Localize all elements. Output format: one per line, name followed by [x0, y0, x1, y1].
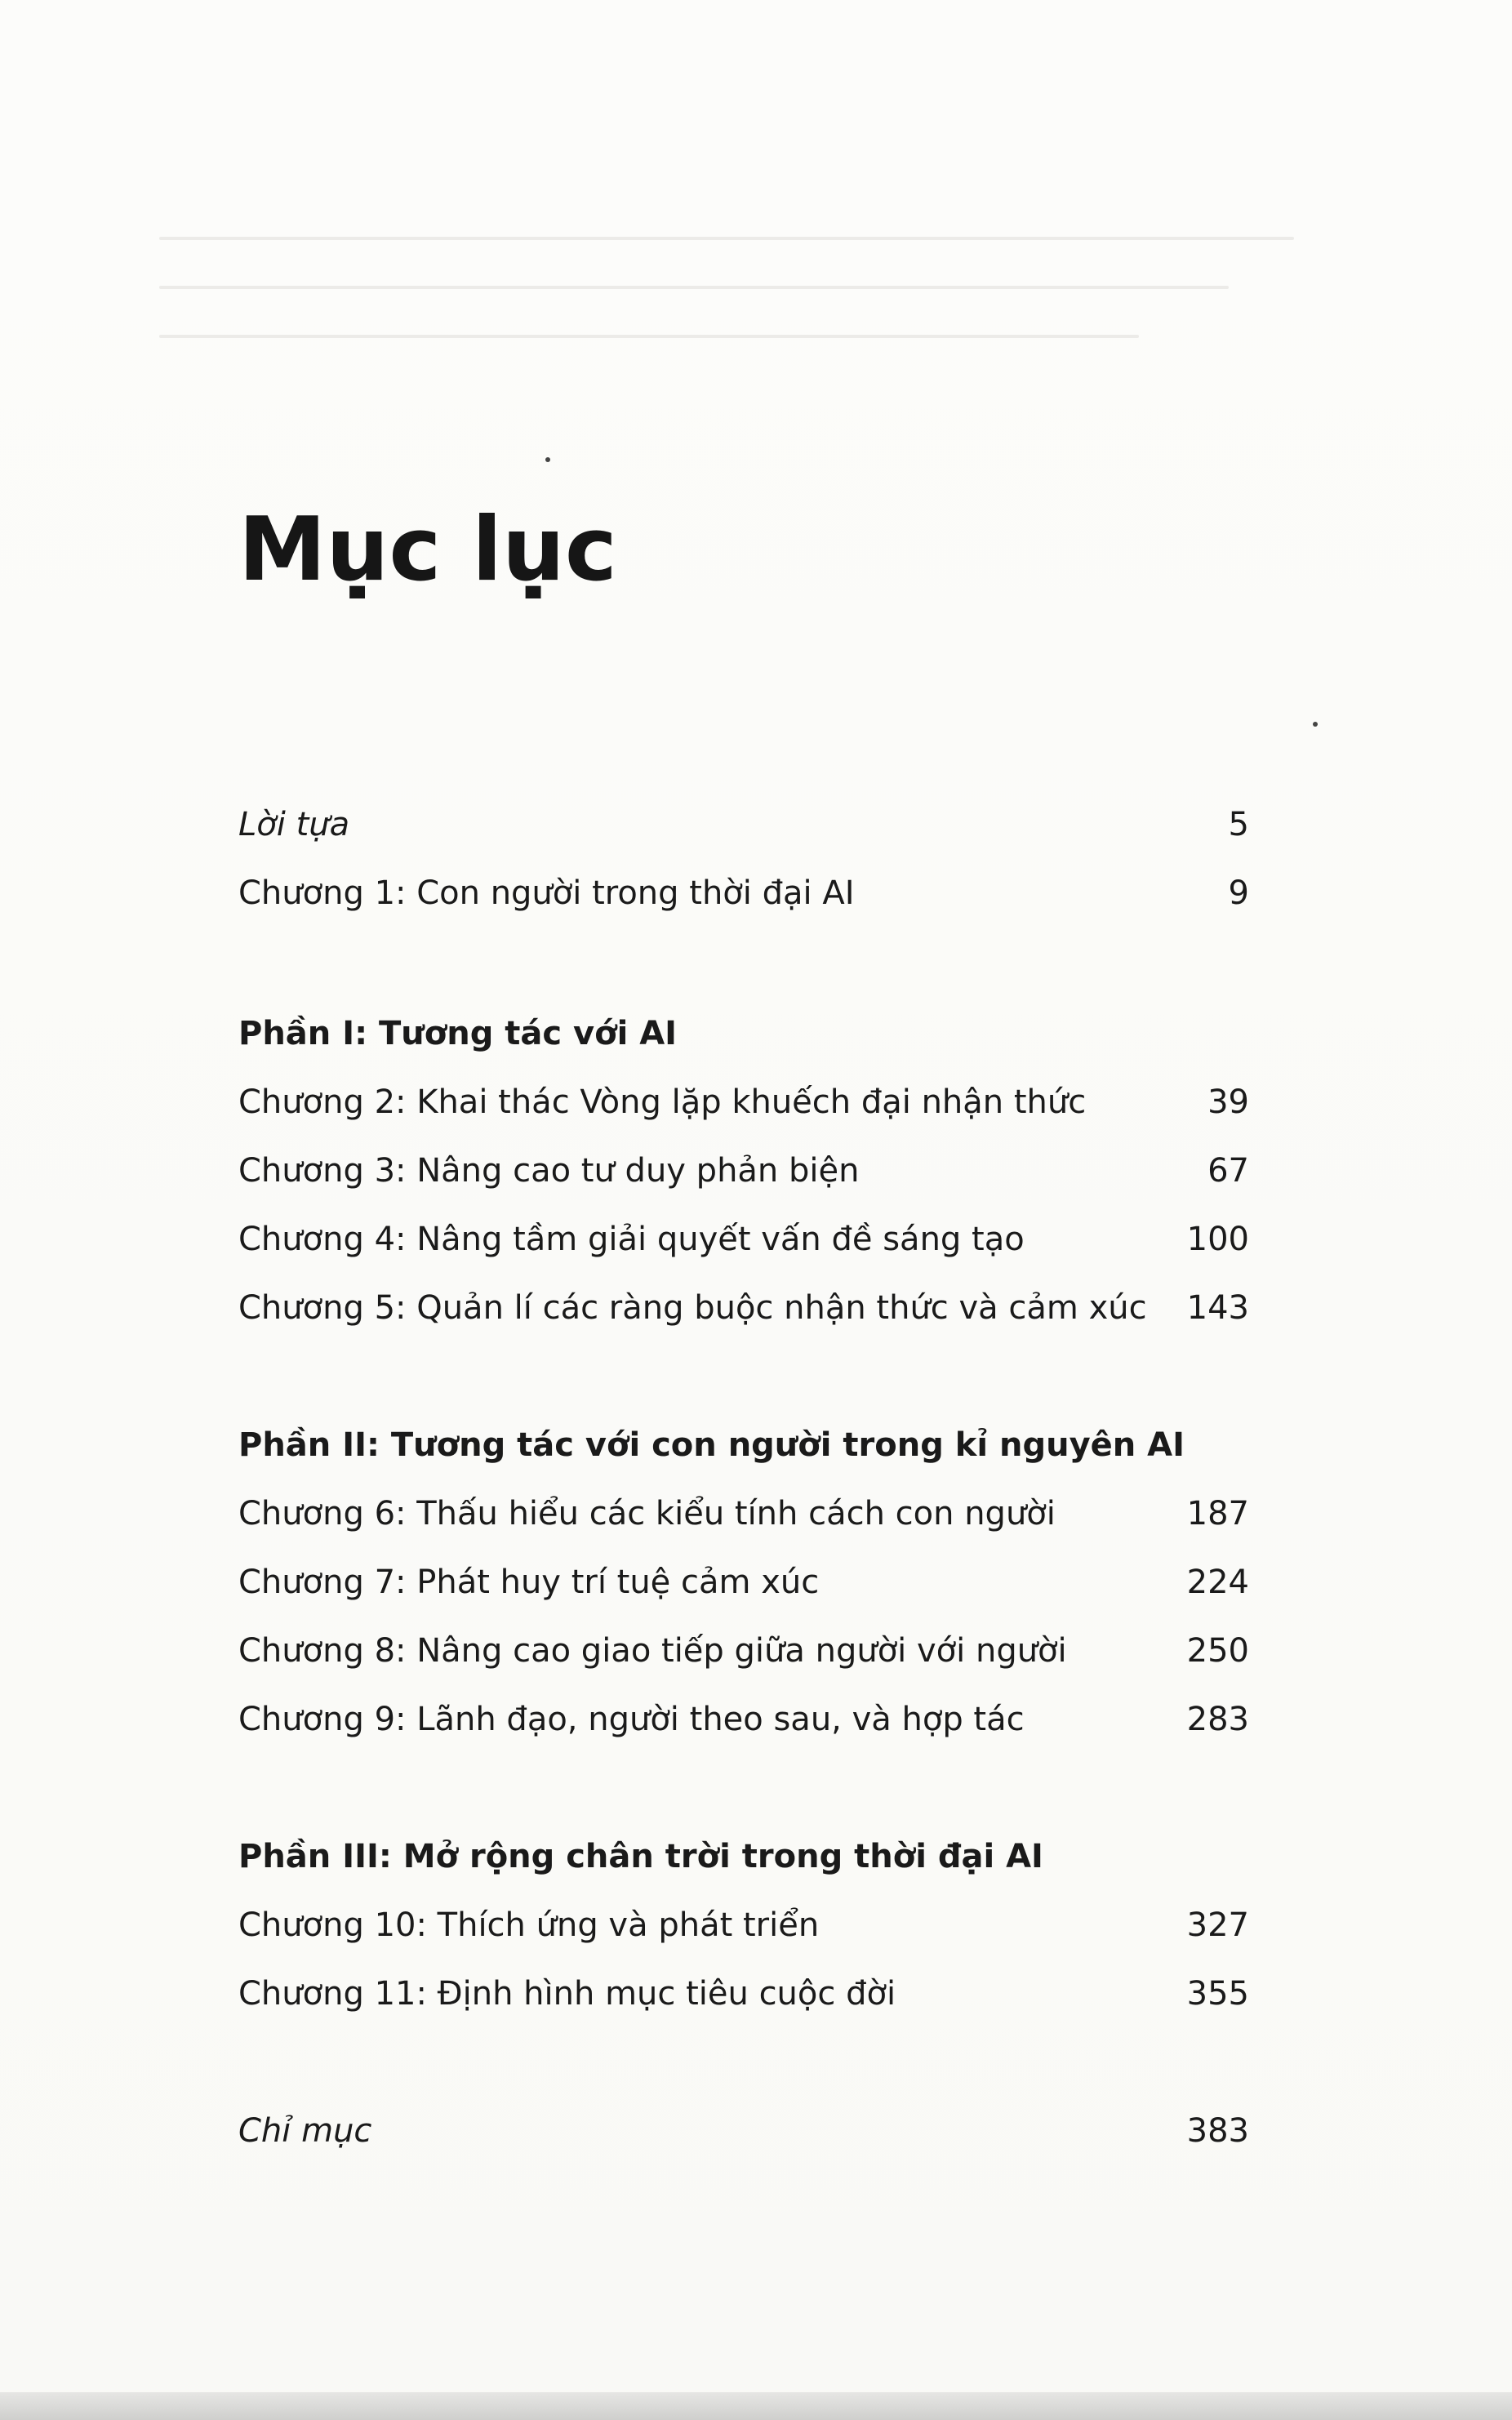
chapter-title: Nâng cao tư duy phản biện	[416, 1152, 860, 1190]
bleed-through-heading	[159, 572, 186, 656]
toc-entry-title	[238, 869, 855, 918]
toc-entry-chapter-4[interactable]	[238, 1215, 1249, 1264]
chapter-title: Khai thác Vòng lặp khuếch đại nhận thức	[416, 1083, 1087, 1121]
chapter-title: Nâng cao giao tiếp giữa người với người	[416, 1632, 1067, 1670]
toc-page-number: 355	[1186, 1975, 1249, 2013]
toc-page-number: 187	[1186, 1495, 1249, 1533]
toc-entry-chapter-1[interactable]	[238, 869, 1249, 918]
chapter-title: Nâng tầm giải quyết vấn đề sáng tạo	[416, 1221, 1025, 1258]
toc-page-number: 327	[1186, 1906, 1249, 1944]
toc-page-number: 143	[1186, 1289, 1249, 1327]
chapter-title: Phát huy trí tuệ cảm xúc	[416, 1564, 820, 1601]
chapter-label: Chương 4:	[238, 1221, 407, 1258]
toc-entry-title	[238, 1695, 1025, 1744]
toc-page-number: 283	[1186, 1701, 1249, 1738]
chapter-title: Thích ứng và phát triển	[437, 1906, 820, 1944]
chapter-title: Con người trong thời đại AI	[416, 874, 855, 912]
toc-part-3[interactable]	[238, 1832, 1249, 1881]
toc-entry-chapter-8[interactable]	[238, 1626, 1249, 1675]
toc-part-2[interactable]	[238, 1421, 1249, 1470]
toc-entry-title	[238, 1558, 819, 1607]
toc-page-number: 224	[1186, 1564, 1249, 1601]
chapter-label: Chương 7:	[238, 1564, 407, 1601]
toc-part-title: Phần II: Tương tác với con người trong kỉ nguyên AI	[238, 1426, 1185, 1464]
chapter-label: Chương 5:	[238, 1289, 407, 1327]
toc-part-1[interactable]	[238, 1009, 1249, 1058]
chapter-title: Quản lí các ràng buộc nhận thức và cảm xúc	[416, 1289, 1147, 1327]
toc-part-title: Phần I: Tương tác với AI	[238, 1015, 678, 1052]
scan-speck	[545, 457, 550, 462]
toc-entry-title: Chỉ mục	[238, 2112, 372, 2150]
toc-page-number: 5	[1228, 806, 1249, 843]
toc-entry-chapter-11[interactable]	[238, 1969, 1249, 2018]
toc-entry-title	[238, 1283, 1147, 1332]
toc-entry-title	[238, 1215, 1025, 1264]
toc-entry-title	[238, 1901, 819, 1950]
toc-entry-chapter-6[interactable]	[238, 1489, 1249, 1538]
bleed-through-line	[159, 237, 1294, 240]
chapter-title: Lãnh đạo, người theo sau, và hợp tác	[416, 1701, 1025, 1738]
toc-page-number: 250	[1186, 1632, 1249, 1670]
toc-entry-title	[238, 1489, 1056, 1538]
toc-entry-chapter-2[interactable]	[238, 1078, 1249, 1127]
toc-part-title: Phần III: Mở rộng chân trời trong thời đại AI	[238, 1838, 1043, 1875]
toc-entry-title	[238, 1626, 1067, 1675]
page-bottom-edge	[0, 2392, 1512, 2420]
toc-page-number: 9	[1228, 874, 1249, 912]
chapter-title: Định hình mục tiêu cuộc đời	[437, 1975, 896, 2013]
chapter-label: Chương 6:	[238, 1495, 407, 1533]
toc-page-number: 39	[1207, 1083, 1249, 1121]
toc-page-number: 383	[1186, 2112, 1249, 2150]
chapter-label: Chương 3:	[238, 1152, 407, 1190]
chapter-label: Chương 1:	[238, 874, 407, 912]
chapter-title: Thấu hiểu các kiểu tính cách con người	[416, 1495, 1056, 1533]
page-title: Mục lục	[238, 499, 617, 601]
toc-entry-chapter-5[interactable]	[238, 1283, 1249, 1332]
toc-page-number: 67	[1207, 1152, 1249, 1190]
toc-entry-chapter-3[interactable]	[238, 1146, 1249, 1195]
toc-entry-title	[238, 1146, 859, 1195]
chapter-label: Chương 11:	[238, 1975, 427, 2013]
scan-speck	[1313, 722, 1318, 727]
toc-page-number: 100	[1186, 1221, 1249, 1258]
toc-entry-title: Lời tựa	[238, 806, 350, 843]
bleed-through-line	[159, 286, 1229, 289]
chapter-label: Chương 8:	[238, 1632, 407, 1670]
toc-entry-title	[238, 1969, 896, 2018]
toc-entry-chapter-7[interactable]	[238, 1558, 1249, 1607]
toc-entry-chapter-10[interactable]	[238, 1901, 1249, 1950]
chapter-label: Chương 9:	[238, 1701, 407, 1738]
toc-entry-chapter-9[interactable]	[238, 1695, 1249, 1744]
bleed-through-line	[159, 335, 1139, 338]
chapter-label: Chương 2:	[238, 1083, 407, 1121]
chapter-label: Chương 10:	[238, 1906, 427, 1944]
toc-entry-index[interactable]	[238, 2106, 1249, 2155]
toc-entry-title	[238, 1078, 1086, 1127]
toc-entry-preface[interactable]	[238, 800, 1249, 849]
